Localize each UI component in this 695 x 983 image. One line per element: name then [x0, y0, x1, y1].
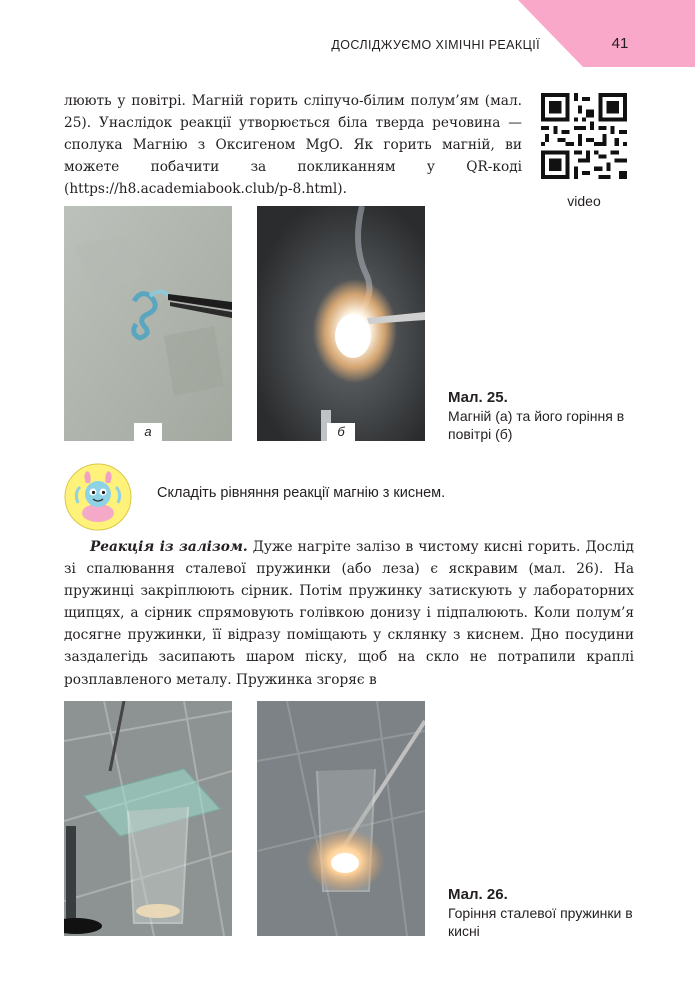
photo-magnesium-ribbon — [64, 206, 232, 441]
iron-reaction-paragraph — [64, 536, 634, 691]
photo-label-a: а — [134, 423, 162, 441]
figure-25-caption — [448, 389, 648, 443]
photo-label-b: б — [327, 423, 355, 441]
photo-oxygen-beaker — [64, 701, 232, 936]
figure-25-text: Магній (а) та його горіння в повітрі (б) — [448, 408, 625, 442]
task-mascot-icon — [64, 463, 132, 531]
iron-reaction-body: Дуже нагріте залізо в чистому кисні горить. Дослід зі спалювання сталевої пружинки (або леза) є яскравим (мал. 26). На пружинці закріплюють сірник. Потім пружинку затискують у лабораторних щипцях, а сірник спрямовують голівкою донизу і підпалюють. Коли полум’я досягне пружинки, її відразу поміщають у склянку з киснем. Дно посудини заздалегідь засипають шаром піску, щоб на скло не потрапили краплі розплавленого металу. Пружинка згоряє в — [64, 539, 634, 688]
page-number: 41 — [611, 35, 629, 52]
figure-25-title: Мал. 25. — [448, 389, 508, 406]
iron-reaction-lead: Реакція із залізом. — [90, 539, 248, 555]
qr-code-icon[interactable] — [541, 93, 627, 179]
running-header: ДОСЛІДЖУЄМО ХІМІЧНІ РЕАКЦІЇ — [331, 38, 540, 52]
figure-26-text: Горіння сталевої пружинки в кисні — [448, 905, 633, 939]
intro-paragraph: люють у повітрі. Магній горить сліпучо-білим полум’ям (мал. 25). Унаслідок реакції утворюється біла тверда речовина — сполука Магнію з Оксигеном MgO. Як горить магній, ви можете побачити за покликанням у QR-коді (https://h8.academiabook.club/p-8.html). — [64, 93, 522, 198]
photo-magnesium-burning — [257, 206, 425, 441]
figure-26-title: Мал. 26. — [448, 886, 508, 903]
video-label: video — [567, 193, 601, 209]
task-text: Складіть рівняння реакції магнію з киснем. — [157, 485, 446, 501]
figure-26-caption — [448, 886, 648, 940]
photo-spring-burning — [257, 701, 425, 936]
